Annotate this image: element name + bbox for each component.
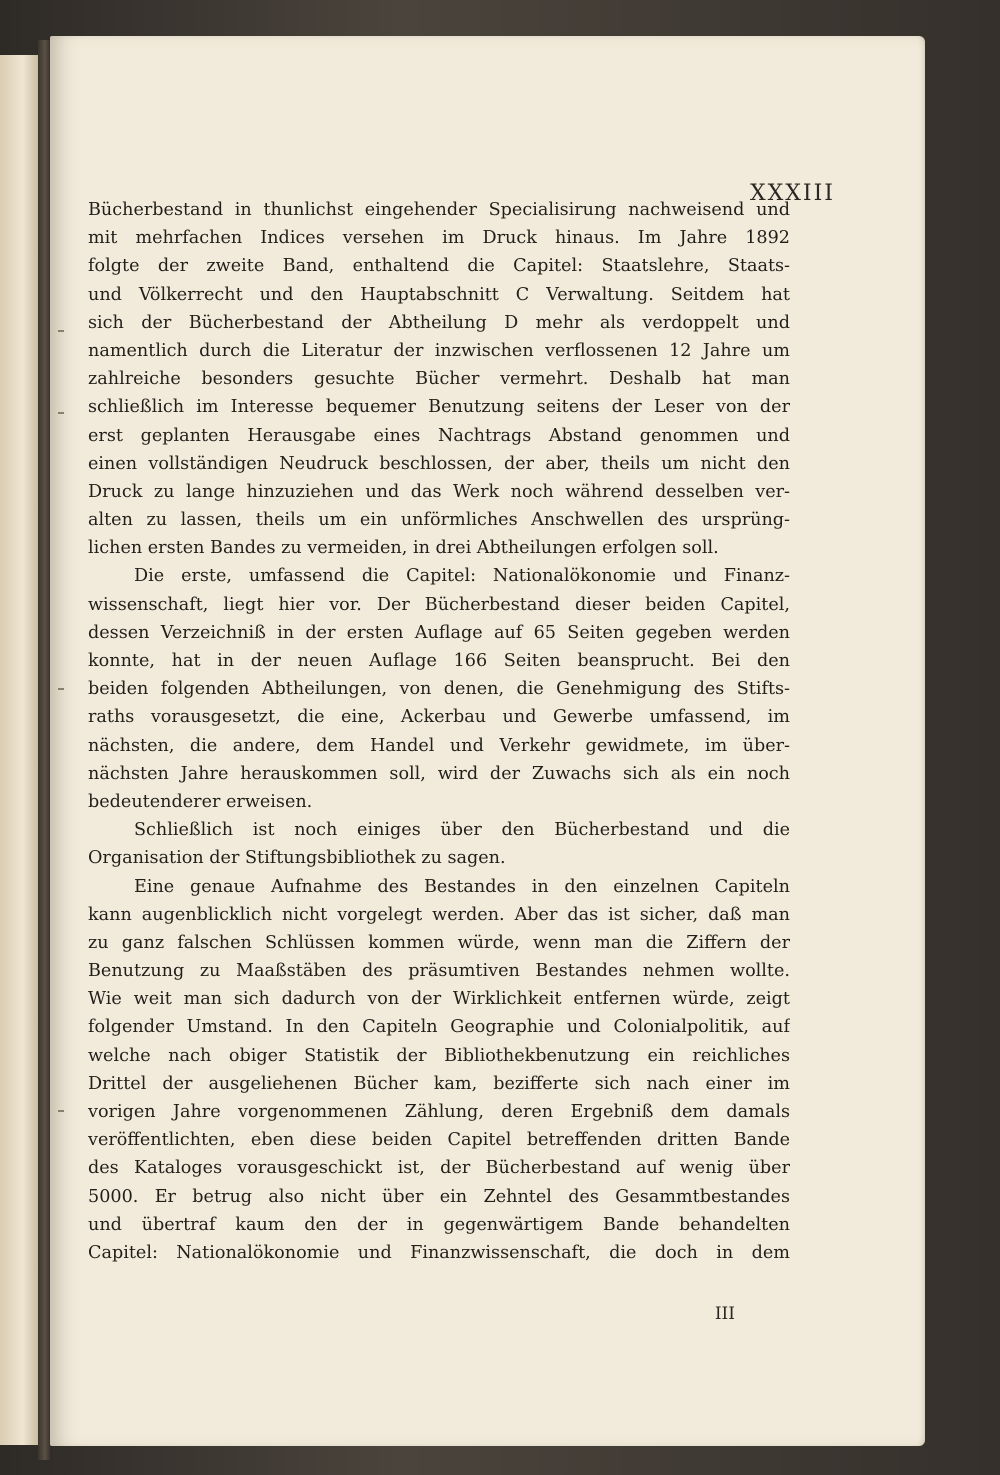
text-line: und übertraf kaum den der in gegenwärtigem Bande behandelten [88, 1214, 790, 1235]
text-line: erst geplanten Herausgabe eines Nachtrags Abstand genommen und [88, 425, 790, 446]
text-line: veröffentlichten, eben diese beiden Capitel betreffenden dritten Bande [88, 1130, 790, 1151]
margin-mark [58, 688, 64, 690]
text-line: Druck zu lange hinzuziehen und das Werk noch während desselben ver- [88, 481, 790, 502]
text-line: mit mehrfachen Indices versehen im Druck hinaus. Im Jahre 1892 [88, 228, 790, 249]
text-line: vorigen Jahre vorgenommenen Zählung, deren Ergebniß dem damals [88, 1102, 790, 1122]
text-line: beiden folgenden Abtheilungen, von denen, die Genehmigung des Stifts- [88, 679, 790, 700]
paragraph-start-line: Schließlich ist noch einiges über den Bücherbestand und die [134, 820, 790, 841]
text-line: Benutzung zu Maaßstäben des präsumtiven Bestandes nehmen wollte. [88, 961, 790, 982]
text-line: lichen ersten Bandes zu vermeiden, in drei Abtheilungen erfolgen soll. [88, 538, 719, 559]
text-line: schließlich im Interesse bequemer Benutzung seitens der Leser von der [88, 397, 790, 418]
text-line: Bücherbestand in thunlichst eingehender Specialisirung nachweisend und [88, 200, 790, 220]
printer-signature-mark: III [714, 1304, 735, 1324]
text-line: zahlreiche besonders gesuchte Bücher vermehrt. Deshalb hat man [88, 369, 790, 390]
page-number: XXXIII [749, 181, 835, 206]
text-line: welche nach obiger Statistik der Bibliothekbenutzung ein reichliches [88, 1045, 790, 1066]
text-line: konnte, hat in der neuen Auflage 166 Seiten beansprucht. Bei den [88, 651, 790, 671]
text-line: des Kataloges vorausgeschickt ist, der Bücherbestand auf wenig über [88, 1158, 790, 1179]
text-line: nächsten Jahre herauskommen soll, wird der Zuwachs sich als ein noch [88, 763, 790, 784]
text-line: folgender Umstand. In den Capiteln Geographie und Colonialpolitik, auf [88, 1017, 790, 1038]
text-line: zu ganz falschen Schlüssen kommen würde, wenn man die Ziffern der [88, 932, 790, 953]
text-line: Capitel: Nationalökonomie und Finanzwissenschaft, die doch in dem [88, 1242, 790, 1263]
paragraph-start-line: Die erste, umfassend die Capitel: Nationalökonomie und Finanz- [134, 566, 790, 587]
previous-page-edge [0, 55, 40, 1445]
paragraph-start-line: Eine genaue Aufnahme des Bestandes in den einzelnen Capiteln [134, 876, 790, 897]
text-line: und Völkerrecht und den Hauptabschnitt C Verwaltung. Seitdem hat [88, 284, 790, 305]
text-line: 5000. Er betrug also nicht über ein Zehntel des Gesammtbestandes [88, 1186, 790, 1207]
text-line: raths vorausgesetzt, die eine, Ackerbau und Gewerbe umfassend, im [88, 707, 790, 728]
text-line: nächsten, die andere, dem Handel und Verkehr gewidmete, im über- [88, 735, 790, 756]
text-line: Drittel der ausgeliehenen Bücher kam, bezifferte sich nach einer im [88, 1073, 790, 1094]
text-line: dessen Verzeichniß in der ersten Auflage auf 65 Seiten gegeben werden [88, 622, 790, 643]
text-line: folgte der zweite Band, enthaltend die Capitel: Staatslehre, Staats- [88, 256, 790, 277]
text-line: bedeutenderer erweisen. [88, 791, 313, 812]
margin-mark [58, 1110, 64, 1112]
text-line: kann augenblicklich nicht vorgelegt werden. Aber das ist sicher, daß man [88, 904, 790, 925]
text-line: namentlich durch die Literatur der inzwischen verflossenen 12 Jahre um [88, 340, 790, 361]
text-line: Organisation der Stiftungsbibliothek zu sagen. [88, 848, 506, 869]
text-line: wissenschaft, liegt hier vor. Der Bücherbestand dieser beiden Capitel, [88, 594, 790, 615]
text-line: sich der Bücherbestand der Abtheilung D mehr als verdoppelt und [88, 312, 790, 333]
text-line: Wie weit man sich dadurch von der Wirklichkeit entfernen würde, zeigt [88, 989, 790, 1010]
margin-mark [58, 412, 64, 414]
margin-mark [58, 330, 64, 332]
text-line: einen vollständigen Neudruck beschlossen, der aber, theils um nicht den [88, 453, 790, 474]
text-line: alten zu lassen, theils um ein unförmliches Anschwellen des ursprüng- [88, 510, 790, 531]
body-text [88, 196, 790, 1267]
